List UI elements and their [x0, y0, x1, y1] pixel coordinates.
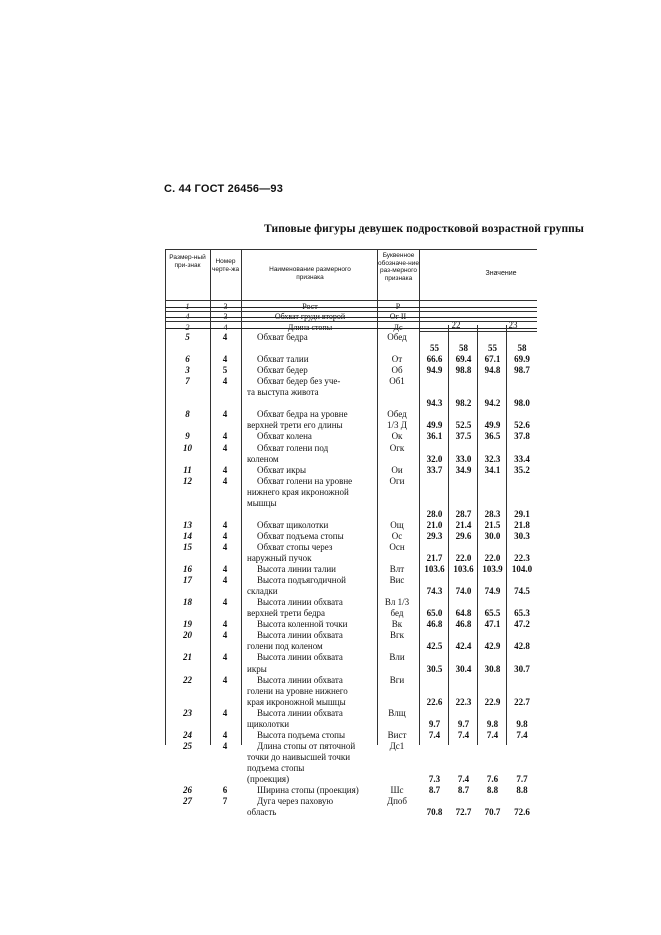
measurement-value: 37.5 — [455, 431, 472, 442]
measurement-value: 32.3 — [484, 453, 501, 464]
table-row-line — [165, 597, 537, 608]
row-number: 13 — [183, 519, 192, 530]
measurement-value: 49.9 — [426, 420, 443, 431]
measurement-abbr: Вк — [391, 619, 403, 630]
spec-name: Рост — [302, 302, 318, 311]
spec-strike-line — [165, 328, 537, 329]
measurement-value: 22.3 — [455, 696, 472, 707]
measurement-value: 94.8 — [484, 365, 501, 376]
table-row-line — [165, 708, 537, 719]
row-number: 20 — [183, 630, 192, 641]
row-number: 24 — [183, 729, 192, 740]
measurement-name: Высота линии обхвата — [257, 674, 343, 685]
measurement-value: 52.6 — [514, 420, 530, 431]
measurement-name: голени на уровне нижнего — [247, 685, 348, 696]
measurement-abbr: Об — [391, 365, 403, 376]
drawing-number: 4 — [222, 630, 228, 641]
spec-num: 2 — [185, 323, 190, 332]
measurement-value: 46.8 — [455, 619, 472, 630]
measurement-name: подъема стопы — [247, 762, 305, 773]
measurement-name: точки до наивысшей точки — [247, 751, 351, 762]
measurement-value: 70.7 — [484, 807, 501, 818]
measurement-abbr: Оги — [389, 475, 405, 486]
measurement-value: 98.2 — [455, 398, 472, 409]
spec-value-23: 23 — [508, 320, 518, 330]
measurement-value: 72.7 — [455, 807, 472, 818]
measurement-name: Обхват бедра — [257, 332, 308, 342]
drawing-number: 4 — [222, 707, 228, 718]
drawing-number: 4 — [222, 729, 228, 740]
measurement-value: 28.3 — [484, 508, 501, 519]
table-row-line — [165, 697, 537, 708]
measurement-value: 33.0 — [455, 453, 472, 464]
measurement-name: Обхват голени на уровне — [257, 475, 353, 486]
header-value: Значение — [485, 270, 517, 277]
header-name: Наименование размерного признака — [269, 266, 351, 281]
measurement-abbr: Ок — [391, 431, 403, 442]
measurement-name: наружный пучок — [247, 553, 312, 563]
drawing-number: 4 — [222, 464, 228, 475]
row-number: 8 — [185, 409, 190, 420]
measurement-value: 94.9 — [426, 365, 443, 376]
measurement-value: 46.8 — [426, 619, 443, 630]
drawing-number: 4 — [222, 442, 228, 453]
spec-strike-line — [165, 307, 537, 308]
measurement-value: 33.4 — [514, 453, 530, 464]
measurement-value: 7.6 — [486, 774, 499, 784]
table-row-line — [165, 785, 537, 796]
row-number: 17 — [183, 575, 192, 586]
row-number: 26 — [183, 785, 192, 796]
measurement-value: 7.4 — [428, 729, 441, 740]
measurement-value: 42.8 — [514, 641, 530, 652]
measurement-name: область — [247, 807, 277, 818]
spec-value-22: 22 — [451, 320, 461, 330]
measurement-value: 7.4 — [457, 774, 470, 784]
row-number: 6 — [185, 354, 190, 365]
measurement-value: 55 — [430, 343, 439, 354]
measurement-value: 29.3 — [426, 530, 443, 541]
table-row-line — [165, 774, 537, 785]
measurement-name: Обхват икры — [257, 464, 307, 475]
measurement-name: Обхват стопы через — [257, 541, 333, 552]
measurement-name: Высота линии обхвата — [257, 597, 343, 608]
measurement-value: 22.9 — [484, 696, 501, 707]
measurement-value: 9.7 — [457, 718, 470, 729]
drawing-number: 4 — [222, 619, 228, 630]
measurement-value: 42.5 — [426, 641, 443, 652]
measurement-abbr: Вис — [389, 575, 405, 586]
measurement-value: 70.8 — [426, 807, 443, 818]
table-row-line — [165, 608, 537, 619]
table-row-line — [165, 586, 537, 597]
measurement-value: 28.0 — [426, 508, 443, 519]
measurement-name: верхней трети его длины — [247, 420, 343, 431]
measurement-name: Обхват подъема стопы — [257, 530, 344, 541]
measurement-value: 30.0 — [484, 530, 501, 541]
row-number: 14 — [183, 530, 192, 541]
measurement-name: Обхват щиколотки — [257, 519, 329, 530]
measurement-value: 9.8 — [486, 718, 499, 729]
row-number: 25 — [183, 740, 192, 751]
measurement-value: 103.6 — [424, 564, 445, 575]
measurement-value: 7.4 — [516, 729, 528, 740]
measurement-value: 21.8 — [514, 519, 530, 530]
measurement-value: 21.0 — [426, 519, 443, 530]
table-row-line — [165, 476, 537, 487]
measurement-value: 42.9 — [484, 641, 501, 652]
header-num: Размер-ный при-знак — [169, 254, 206, 269]
measurement-value: 34.1 — [484, 464, 501, 475]
spec-strike-line — [165, 317, 537, 318]
table-row-line — [165, 730, 537, 741]
measurement-name: Дуга через паховую — [257, 796, 334, 807]
measurement-value: 7.4 — [457, 729, 470, 740]
table-row-line — [165, 675, 537, 686]
drawing-number: 4 — [222, 332, 228, 342]
measurement-abbr: Огк — [389, 442, 405, 453]
measurement-name: щиколотки — [247, 718, 290, 729]
measurement-value: 22.0 — [484, 553, 501, 563]
measurement-value: 58 — [459, 343, 468, 354]
measurement-value: 8.8 — [486, 785, 499, 796]
measurement-abbr: Влт — [389, 564, 405, 575]
measurement-abbr: Ощ — [390, 519, 404, 530]
measurement-abbr: Ои — [391, 464, 403, 475]
drawing-number: 4 — [222, 519, 228, 530]
table-row-line — [165, 465, 537, 476]
measurement-value: 29.1 — [514, 508, 530, 519]
measurement-name: Обхват бедер — [257, 365, 308, 376]
spec-drawing: 4 — [223, 323, 228, 332]
spec-name: Длина стопы — [287, 323, 333, 332]
table-row-line — [165, 630, 537, 641]
measurement-abbr: Шс — [390, 785, 404, 796]
measurement-value: 104.0 — [511, 564, 533, 575]
table-row-line — [165, 564, 537, 575]
spec-num: 1 — [185, 302, 190, 311]
measurement-value: 30.3 — [514, 530, 530, 541]
drawing-number: 6 — [222, 785, 228, 796]
row-number: 23 — [183, 707, 192, 718]
spec-abbr: Ог II — [389, 312, 407, 321]
measurement-value: 37.8 — [514, 431, 530, 442]
measurement-value: 8.8 — [516, 785, 528, 796]
table-top-rule — [165, 249, 537, 250]
measurement-name: Высота линии обхвата — [257, 707, 343, 718]
measurement-name: верхней трети бедра — [247, 608, 326, 619]
measurement-value: 32.0 — [426, 453, 443, 464]
measurement-abbr: Обед — [387, 409, 407, 420]
measurement-abbr: От — [391, 354, 403, 365]
drawing-number: 4 — [222, 475, 228, 486]
row-number: 5 — [185, 332, 190, 342]
spec-abbr: Дс — [393, 323, 403, 332]
measurement-value: 98.7 — [514, 365, 530, 376]
measurement-value: 69.9 — [514, 354, 530, 365]
table-row-line — [165, 509, 537, 520]
drawing-number: 4 — [222, 597, 228, 608]
row-number: 16 — [183, 564, 192, 575]
table-row-line — [165, 420, 537, 431]
table-row-line — [165, 553, 537, 564]
spec-name: Обхват груди второй — [274, 312, 346, 321]
measurement-name: Обхват голени под — [257, 442, 329, 453]
table-row-line — [165, 741, 537, 752]
measurement-name: икры — [247, 663, 267, 674]
measurement-value: 34.9 — [455, 464, 472, 475]
row-number: 15 — [183, 541, 192, 552]
table-row-line — [165, 376, 537, 387]
measurement-abbr: Вист — [387, 729, 407, 740]
measurement-value: 94.2 — [484, 398, 501, 409]
measurement-name: голени под коленом — [247, 641, 323, 652]
measurement-abbr: Ос — [391, 530, 403, 541]
measurement-name: Обхват бедер без уче- — [257, 376, 341, 387]
measurement-name: Высота коленной точки — [257, 619, 348, 630]
measurement-abbr: 1/3 Д — [387, 420, 407, 431]
table-row-line — [165, 354, 537, 365]
measurement-value: 103.6 — [453, 564, 474, 575]
measurement-name: Обхват талии — [257, 354, 309, 365]
measurement-value: 66.6 — [426, 354, 443, 365]
row-number: 19 — [183, 619, 192, 630]
measurement-value: 21.4 — [455, 519, 472, 530]
measurement-value: 30.5 — [426, 663, 443, 674]
header-abbr: Буквенное обозначе-ние раз-мерного признака — [378, 252, 419, 282]
measurement-value: 22.6 — [426, 696, 443, 707]
table-row-line — [165, 443, 537, 454]
measurement-value: 98.8 — [455, 365, 472, 376]
measurement-name: края икроножной мышцы — [247, 696, 346, 707]
measurement-value: 22.3 — [514, 553, 530, 563]
row-number: 22 — [183, 674, 192, 685]
measurement-value: 72.6 — [514, 807, 530, 818]
table-row-line — [165, 752, 537, 763]
table-row-line — [165, 719, 537, 730]
measurement-value: 74.3 — [426, 586, 443, 597]
measurement-abbr: Осн — [389, 541, 405, 552]
measurement-value: 98.0 — [514, 398, 530, 409]
measurement-abbr: Дс1 — [389, 740, 405, 751]
table-row-line — [165, 498, 537, 509]
measurement-value: 9.7 — [428, 718, 441, 729]
measurement-value: 69.4 — [455, 354, 472, 365]
spec-abbr: Р — [395, 302, 401, 311]
measurement-value: 36.1 — [426, 431, 443, 442]
measurement-value: 58 — [517, 343, 527, 354]
measurement-value: 74.0 — [455, 586, 472, 597]
measurement-value: 21.5 — [484, 519, 501, 530]
table-row-line — [165, 531, 537, 542]
measurement-value: 103.9 — [482, 564, 503, 575]
measurement-value: 74.5 — [514, 586, 530, 597]
table-row-line — [165, 796, 537, 807]
drawing-number: 4 — [222, 530, 228, 541]
drawing-number: 4 — [222, 376, 228, 387]
spec-rule — [165, 311, 537, 312]
measurement-value: 30.8 — [484, 663, 501, 674]
table-row-line — [165, 487, 537, 498]
measurement-value: 7.4 — [486, 729, 499, 740]
row-number: 11 — [183, 464, 192, 475]
table-caption: Типовые фигуры девушек подростковой возрастной группы — [264, 223, 584, 235]
measurement-value: 7.3 — [428, 774, 441, 784]
table-row-line — [165, 619, 537, 630]
table-row-line — [165, 332, 537, 343]
row-number: 7 — [185, 376, 190, 387]
row-number: 12 — [183, 475, 192, 486]
header-drawing: Номер черте-жа — [211, 258, 240, 273]
measurement-value: 74.9 — [484, 586, 501, 597]
measurement-value: 8.7 — [428, 785, 441, 796]
page-header: С. 44 ГОСТ 26456—93 — [164, 183, 284, 195]
measurement-abbr: Об1 — [389, 376, 405, 387]
measurement-value: 65.3 — [514, 608, 530, 619]
measurement-value: 33.7 — [426, 464, 443, 475]
measurement-abbr: Вли — [389, 652, 405, 663]
row-number: 9 — [185, 431, 190, 442]
measurement-value: 52.5 — [455, 420, 472, 431]
measurement-value: 64.8 — [455, 608, 472, 619]
measurement-name: Высота подъема стопы — [257, 729, 346, 740]
table-row-line — [165, 641, 537, 652]
measurement-abbr: Вгк — [389, 630, 405, 641]
table-row-line — [165, 807, 537, 818]
measurement-name: Обхват бедра на уровне — [257, 409, 348, 420]
drawing-number: 5 — [222, 365, 228, 376]
measurement-value: 8.7 — [457, 785, 470, 796]
table-row-line — [165, 575, 537, 586]
measurement-name: складки — [247, 586, 278, 597]
drawing-number: 4 — [222, 652, 228, 663]
spec-num: 4 — [185, 312, 190, 321]
table-row-line — [165, 387, 537, 398]
drawing-number: 4 — [222, 431, 228, 442]
measurement-name: Высота линии обхвата — [257, 630, 343, 641]
measurement-value: 35.2 — [514, 464, 530, 475]
table-row-line — [165, 409, 537, 420]
drawing-number: 4 — [222, 564, 228, 575]
measurement-abbr: Обед — [387, 332, 407, 342]
measurement-value: 7.7 — [516, 774, 528, 784]
spec-rule — [165, 321, 537, 322]
table-row-line — [165, 454, 537, 465]
measurement-value: 55 — [488, 343, 497, 354]
measurement-name: Ширина стопы (проекция) — [257, 785, 359, 796]
header-bottom-rule — [165, 300, 537, 301]
table-row-line — [165, 686, 537, 697]
measurement-name: (проекция) — [247, 774, 290, 784]
measurement-name: Высота линии талии — [257, 564, 336, 575]
table-row-line — [165, 763, 537, 774]
drawing-number: 7 — [222, 796, 228, 807]
measurement-abbr: Вги — [389, 674, 405, 685]
drawing-number: 4 — [222, 575, 228, 586]
drawing-number: 4 — [222, 354, 228, 365]
measurement-value: 22.7 — [514, 696, 530, 707]
measurement-abbr: Влщ — [388, 707, 406, 718]
row-number: 18 — [183, 597, 192, 608]
measurement-value: 21.7 — [426, 553, 443, 563]
measurements-table — [165, 249, 537, 818]
measurement-value: 30.7 — [514, 663, 530, 674]
drawing-number: 4 — [222, 740, 228, 751]
measurement-value: 49.9 — [484, 420, 501, 431]
table-row-line — [165, 431, 537, 442]
measurement-name: та выступа живота — [247, 387, 319, 398]
measurement-abbr: Вл 1/3 — [384, 597, 410, 608]
measurement-value: 29.6 — [455, 530, 472, 541]
spec-drawing: 3 — [223, 312, 228, 321]
drawing-number: 4 — [222, 674, 228, 685]
measurement-value: 36.5 — [484, 431, 501, 442]
measurement-abbr: бед — [390, 608, 404, 619]
table-row-line — [165, 542, 537, 553]
measurement-value: 42.4 — [455, 641, 472, 652]
spec-drawing: 3 — [223, 302, 228, 311]
measurement-value: 65.5 — [484, 608, 501, 619]
drawing-number: 4 — [222, 409, 228, 420]
measurement-name: Длина стопы от пяточной — [257, 740, 356, 751]
table-row-line — [165, 664, 537, 675]
row-number: 21 — [183, 652, 192, 663]
row-number: 10 — [183, 442, 192, 453]
measurement-value: 67.1 — [484, 354, 501, 365]
table-row-line — [165, 520, 537, 531]
measurement-value: 94.3 — [426, 398, 443, 409]
measurement-value: 47.1 — [484, 619, 501, 630]
measurement-name: нижнего края икроножной — [247, 486, 349, 497]
measurement-name: мышцы — [247, 497, 277, 508]
row-number: 27 — [183, 796, 192, 807]
measurement-value: 22.0 — [455, 553, 472, 563]
measurement-abbr: Дпоб — [386, 796, 408, 807]
measurement-value: 28.7 — [455, 508, 472, 519]
measurement-value: 9.8 — [516, 718, 528, 729]
row-number: 3 — [185, 365, 190, 376]
table-row-line — [165, 398, 537, 409]
table-row-line — [165, 343, 537, 354]
measurement-name: Высота подъягодичной — [257, 575, 346, 586]
measurement-name: Обхват колена — [257, 431, 312, 442]
table-row-line — [165, 652, 537, 663]
measurement-value: 30.4 — [455, 663, 472, 674]
table-row-line — [165, 365, 537, 376]
measurement-value: 65.0 — [426, 608, 443, 619]
drawing-number: 4 — [222, 541, 228, 552]
measurement-name: коленом — [247, 453, 279, 464]
measurement-value: 47.2 — [514, 619, 530, 630]
measurement-name: Высота линии обхвата — [257, 652, 343, 663]
